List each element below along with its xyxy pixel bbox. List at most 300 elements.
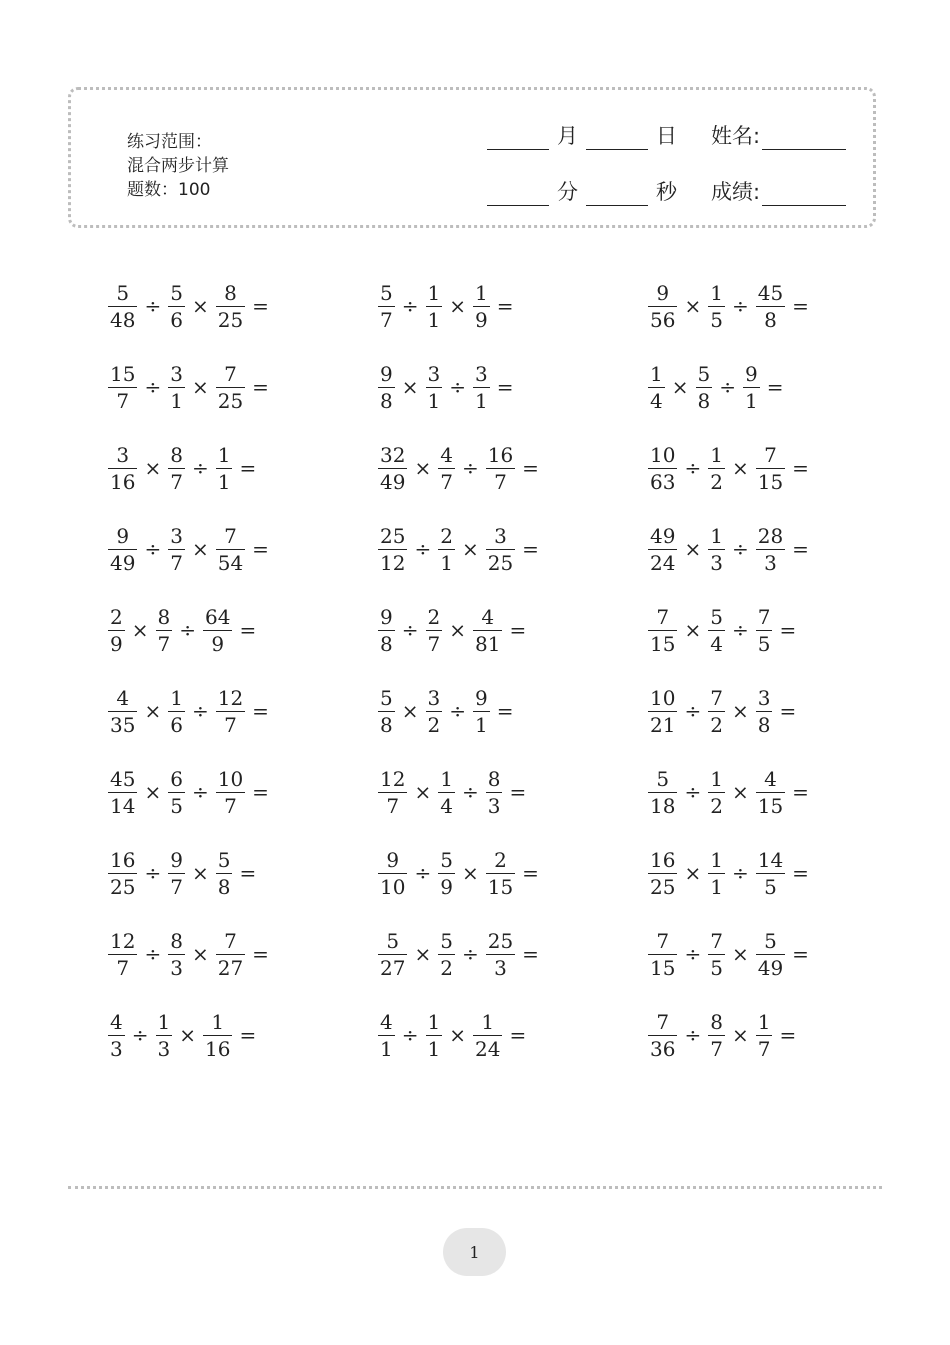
equals-sign: = (766, 375, 784, 399)
denominator: 3 (710, 550, 723, 575)
fraction (168, 282, 185, 331)
numerator: 16 (487, 442, 514, 467)
numerator: 5 (656, 766, 670, 791)
numerator: 5 (380, 685, 393, 710)
day-label: 日 (656, 124, 677, 148)
denominator: 81 (475, 631, 501, 656)
numerator: 1 (757, 1009, 771, 1034)
fraction (216, 444, 233, 493)
fraction (648, 363, 665, 412)
fraction (648, 849, 677, 898)
denominator: 15 (650, 955, 676, 980)
denominator: 1 (380, 1036, 393, 1061)
numerator: 5 (380, 280, 393, 305)
score-label: 成绩: (711, 180, 761, 204)
problem-item (646, 438, 814, 498)
fraction (708, 849, 725, 898)
fraction (108, 849, 137, 898)
denominator: 7 (757, 1036, 771, 1061)
numerator: 6 (170, 766, 183, 791)
fraction (473, 282, 490, 331)
divide-sign: ÷ (684, 942, 702, 966)
divide-sign: ÷ (144, 294, 162, 318)
fraction (743, 363, 760, 412)
numerator: 5 (217, 847, 231, 872)
fraction (378, 525, 407, 574)
denominator: 25 (487, 550, 514, 575)
numerator: 10 (650, 685, 676, 710)
denominator: 1 (217, 469, 231, 494)
multiply-sign: × (414, 456, 432, 480)
equals-sign: = (792, 780, 809, 804)
problem-item (376, 843, 544, 903)
fraction (648, 930, 677, 979)
fraction (648, 606, 677, 655)
denominator: 7 (224, 793, 237, 818)
denominator: 3 (170, 955, 183, 980)
numerator: 7 (710, 685, 723, 710)
divide-sign: ÷ (144, 375, 162, 399)
numerator: 1 (427, 1009, 441, 1034)
fraction (426, 687, 443, 736)
problem-count: 题数：100 (127, 180, 211, 200)
equals-sign: = (496, 375, 514, 399)
fraction (168, 768, 185, 817)
equals-sign: = (496, 699, 514, 723)
numerator: 1 (710, 847, 723, 872)
numerator: 5 (440, 928, 453, 953)
denominator: 9 (211, 631, 225, 656)
multiply-sign: × (191, 537, 209, 561)
multiply-sign: × (179, 1023, 196, 1047)
divide-sign: ÷ (191, 699, 209, 723)
problem-item (646, 276, 814, 336)
denominator: 7 (427, 631, 441, 656)
numerator: 1 (710, 766, 723, 791)
fraction (426, 1011, 443, 1060)
equals-sign: = (239, 861, 257, 885)
numerator: 9 (656, 280, 670, 305)
denominator: 7 (440, 469, 453, 494)
denominator: 3 (764, 550, 777, 575)
divide-sign: ÷ (461, 780, 479, 804)
denominator: 18 (650, 793, 676, 818)
divide-sign: ÷ (684, 1023, 702, 1047)
denominator: 2 (440, 955, 453, 980)
fraction (756, 606, 773, 655)
numerator: 3 (757, 685, 771, 710)
denominator: 7 (170, 469, 183, 494)
divide-sign: ÷ (401, 1023, 419, 1047)
fraction (473, 1011, 502, 1060)
multiply-sign: × (191, 942, 209, 966)
numerator: 5 (764, 928, 777, 953)
denominator: 8 (764, 307, 777, 332)
numerator: 5 (170, 280, 183, 305)
denominator: 1 (427, 307, 441, 332)
numerator: 3 (427, 361, 441, 386)
multiply-sign: × (401, 375, 419, 399)
problem-item (646, 762, 814, 822)
equals-sign: = (239, 1023, 257, 1047)
problem-item (376, 438, 544, 498)
numerator: 4 (481, 604, 495, 629)
fraction (108, 444, 137, 493)
problem-item (646, 1005, 801, 1065)
multiply-sign: × (144, 699, 162, 723)
denominator: 6 (170, 307, 183, 332)
numerator: 9 (380, 604, 393, 629)
denominator: 10 (380, 874, 406, 899)
fraction (756, 849, 785, 898)
divide-sign: ÷ (144, 537, 162, 561)
numerator: 28 (757, 523, 784, 548)
fraction (378, 768, 407, 817)
denominator: 9 (110, 631, 123, 656)
denominator: 8 (757, 712, 771, 737)
divide-sign: ÷ (401, 618, 419, 642)
problem-item (106, 519, 274, 579)
denominator: 2 (710, 712, 723, 737)
divide-sign: ÷ (731, 861, 749, 885)
multiply-sign: × (671, 375, 689, 399)
multiply-sign: × (731, 780, 749, 804)
denominator: 7 (224, 712, 237, 737)
denominator: 54 (217, 550, 244, 575)
denominator: 7 (710, 1036, 723, 1061)
fraction (756, 768, 785, 817)
fraction (156, 1011, 173, 1060)
problem-item (106, 924, 274, 984)
divide-sign: ÷ (131, 1023, 149, 1047)
divide-sign: ÷ (731, 294, 749, 318)
month-label: 月 (557, 124, 578, 148)
fraction (216, 768, 245, 817)
fraction (108, 687, 137, 736)
numerator: 12 (110, 928, 136, 953)
numerator: 9 (745, 361, 758, 386)
equals-sign: = (252, 942, 269, 966)
equals-sign: = (496, 294, 514, 318)
denominator: 25 (110, 874, 136, 899)
problem-item (106, 438, 261, 498)
divide-sign: ÷ (461, 456, 479, 480)
denominator: 49 (757, 955, 784, 980)
divide-sign: ÷ (414, 537, 432, 561)
denominator: 16 (205, 1036, 231, 1061)
fraction (156, 606, 173, 655)
denominator: 1 (427, 388, 441, 413)
numerator: 25 (487, 928, 514, 953)
denominator: 7 (157, 631, 171, 656)
denominator: 27 (380, 955, 406, 980)
range-value: 混合两步计算 (127, 156, 229, 176)
numerator: 10 (217, 766, 244, 791)
fraction (756, 282, 785, 331)
denominator: 6 (170, 712, 183, 737)
denominator: 2 (710, 469, 723, 494)
denominator: 9 (475, 307, 488, 332)
denominator: 24 (650, 550, 676, 575)
numerator: 1 (710, 442, 723, 467)
divide-sign: ÷ (719, 375, 736, 399)
multiply-sign: × (449, 618, 466, 642)
fraction (168, 849, 185, 898)
numerator: 45 (757, 280, 784, 305)
numerator: 9 (170, 847, 183, 872)
equals-sign: = (509, 1023, 527, 1047)
fraction (438, 444, 455, 493)
fraction (756, 444, 785, 493)
denominator: 1 (710, 874, 723, 899)
fraction (486, 930, 515, 979)
numerator: 45 (110, 766, 136, 791)
equals-sign: = (522, 537, 539, 561)
denominator: 48 (110, 307, 136, 332)
numerator: 49 (650, 523, 676, 548)
numerator: 5 (697, 361, 711, 386)
denominator: 7 (386, 793, 400, 818)
multiply-sign: × (401, 699, 419, 723)
fraction (108, 1011, 125, 1060)
denominator: 15 (757, 469, 784, 494)
multiply-sign: × (449, 1023, 466, 1047)
numerator: 3 (170, 361, 183, 386)
problem-item (646, 843, 814, 903)
fraction (168, 930, 185, 979)
divide-sign: ÷ (461, 942, 479, 966)
denominator: 49 (110, 550, 136, 575)
numerator: 9 (380, 361, 393, 386)
denominator: 63 (650, 469, 676, 494)
problem-item (646, 519, 814, 579)
numerator: 1 (650, 361, 663, 386)
numerator: 2 (440, 523, 453, 548)
equals-sign: = (509, 618, 527, 642)
denominator: 4 (710, 631, 723, 656)
fraction (108, 930, 137, 979)
problem-item (376, 762, 531, 822)
denominator: 15 (650, 631, 676, 656)
fraction (216, 363, 245, 412)
fraction (378, 687, 395, 736)
fraction (108, 606, 125, 655)
multiply-sign: × (191, 294, 209, 318)
fraction (426, 282, 443, 331)
fraction (708, 1011, 725, 1060)
denominator: 1 (475, 712, 488, 737)
numerator: 8 (710, 1009, 723, 1034)
denominator: 7 (170, 550, 183, 575)
denominator: 4 (650, 388, 663, 413)
denominator: 2 (710, 793, 723, 818)
fraction (756, 687, 773, 736)
fraction (648, 525, 677, 574)
numerator: 64 (205, 604, 231, 629)
multiply-sign: × (684, 618, 702, 642)
numerator: 5 (116, 280, 130, 305)
divide-sign: ÷ (449, 699, 466, 723)
numerator: 32 (380, 442, 406, 467)
fraction (378, 849, 407, 898)
name-label: 姓名: (711, 124, 761, 148)
multiply-sign: × (414, 780, 432, 804)
problem-item (646, 924, 814, 984)
fraction (696, 363, 713, 412)
equals-sign: = (239, 618, 257, 642)
numerator: 5 (386, 928, 400, 953)
numerator: 7 (656, 928, 670, 953)
denominator: 49 (380, 469, 406, 494)
range-label: 练习范围： (127, 132, 212, 152)
denominator: 7 (116, 955, 130, 980)
multiply-sign: × (191, 375, 209, 399)
multiply-sign: × (144, 456, 162, 480)
denominator: 36 (650, 1036, 676, 1061)
divide-sign: ÷ (684, 699, 702, 723)
fraction (378, 930, 407, 979)
fraction (438, 849, 455, 898)
denominator: 1 (475, 388, 488, 413)
equals-sign: = (792, 537, 809, 561)
numerator: 12 (380, 766, 406, 791)
numerator: 5 (440, 847, 453, 872)
numerator: 2 (110, 604, 123, 629)
denominator: 14 (110, 793, 136, 818)
fraction (473, 687, 490, 736)
fraction (648, 444, 677, 493)
fraction (378, 1011, 395, 1060)
multiply-sign: × (731, 699, 749, 723)
denominator: 1 (745, 388, 758, 413)
problem-item (106, 276, 274, 336)
fraction (168, 687, 185, 736)
numerator: 12 (217, 685, 244, 710)
problem-item (646, 357, 789, 417)
numerator: 7 (656, 1009, 670, 1034)
fraction (708, 930, 725, 979)
numerator: 3 (116, 442, 130, 467)
multiply-sign: × (461, 537, 479, 561)
multiply-sign: × (414, 942, 432, 966)
numerator: 4 (380, 1009, 393, 1034)
denominator: 2 (427, 712, 441, 737)
equals-sign: = (779, 1023, 797, 1047)
denominator: 25 (650, 874, 676, 899)
denominator: 4 (440, 793, 453, 818)
problem-item (376, 681, 519, 741)
numerator: 7 (224, 928, 237, 953)
fraction (203, 606, 232, 655)
multiply-sign: × (731, 456, 749, 480)
numerator: 15 (110, 361, 136, 386)
problem-item (376, 600, 531, 660)
denominator: 5 (710, 307, 723, 332)
numerator: 8 (224, 280, 237, 305)
numerator: 8 (170, 928, 183, 953)
numerator: 4 (116, 685, 130, 710)
equals-sign: = (522, 861, 539, 885)
divide-sign: ÷ (684, 456, 702, 480)
numerator: 3 (475, 361, 488, 386)
problem-item (646, 681, 801, 741)
fraction (168, 363, 185, 412)
multiply-sign: × (731, 1023, 749, 1047)
problem-item (646, 600, 801, 660)
minute-label: 分 (557, 180, 578, 204)
problem-item (376, 276, 519, 336)
equals-sign: = (252, 294, 269, 318)
equals-sign: = (779, 699, 797, 723)
numerator: 1 (481, 1009, 495, 1034)
fraction (378, 606, 395, 655)
numerator: 16 (650, 847, 676, 872)
problem-item (376, 357, 519, 417)
denominator: 15 (757, 793, 784, 818)
numerator: 1 (710, 523, 723, 548)
denominator: 8 (380, 712, 393, 737)
footer-divider (68, 1186, 882, 1189)
fraction (486, 768, 503, 817)
divide-sign: ÷ (179, 618, 196, 642)
numerator: 1 (440, 766, 453, 791)
numerator: 4 (110, 1009, 123, 1034)
equals-sign: = (509, 780, 527, 804)
multiply-sign: × (449, 294, 466, 318)
fraction (708, 687, 725, 736)
denominator: 5 (757, 631, 771, 656)
denominator: 7 (380, 307, 393, 332)
denominator: 56 (650, 307, 676, 332)
denominator: 12 (380, 550, 406, 575)
denominator: 5 (170, 793, 183, 818)
fraction (108, 282, 137, 331)
fraction (168, 525, 185, 574)
numerator: 9 (475, 685, 488, 710)
denominator: 25 (217, 388, 244, 413)
denominator: 1 (170, 388, 183, 413)
problem-item (106, 762, 274, 822)
divide-sign: ÷ (731, 618, 749, 642)
numerator: 1 (157, 1009, 171, 1034)
numerator: 4 (764, 766, 777, 791)
numerator: 9 (386, 847, 400, 872)
equals-sign: = (522, 942, 539, 966)
divide-sign: ÷ (449, 375, 466, 399)
fraction (708, 444, 725, 493)
fraction (756, 1011, 773, 1060)
numerator: 7 (764, 442, 777, 467)
problem-item (376, 1005, 531, 1065)
fraction (426, 363, 443, 412)
multiply-sign: × (684, 294, 702, 318)
fraction (203, 1011, 232, 1060)
denominator: 3 (494, 955, 507, 980)
fraction (168, 444, 185, 493)
fraction (378, 363, 395, 412)
equals-sign: = (779, 618, 797, 642)
denominator: 35 (110, 712, 136, 737)
denominator: 3 (157, 1036, 171, 1061)
fraction (756, 930, 785, 979)
multiply-sign: × (191, 861, 209, 885)
page-number: 1 (443, 1228, 506, 1276)
fraction (108, 525, 137, 574)
equals-sign: = (522, 456, 539, 480)
fraction (708, 606, 725, 655)
fraction (648, 687, 677, 736)
numerator: 7 (224, 361, 237, 386)
